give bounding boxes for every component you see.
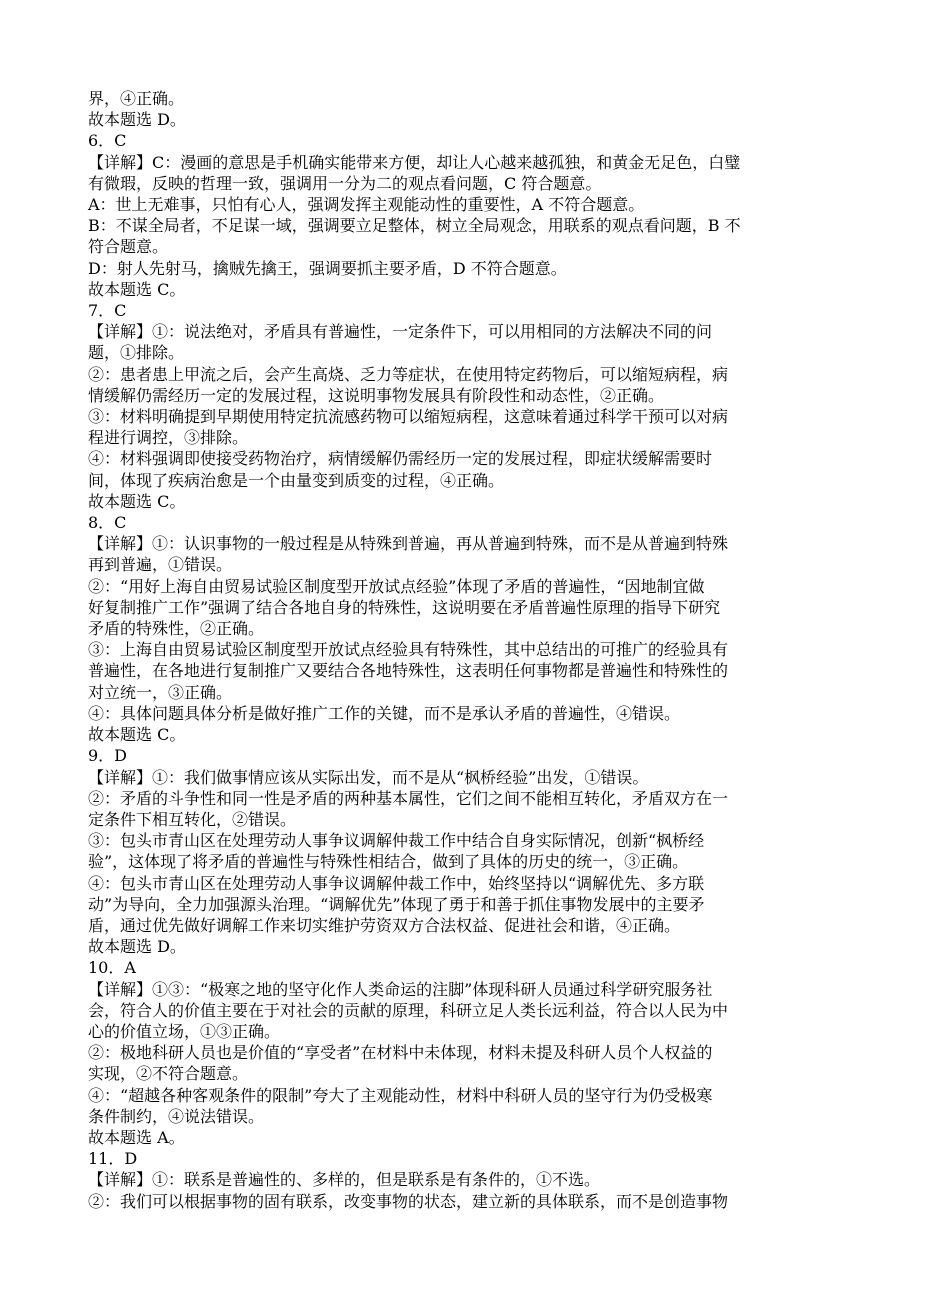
text-line: 故本题选 C。: [88, 491, 186, 511]
text-line: ②：极地科研人员也是价值的“享受者”在材料中未体现，材料未提及科研人员个人权益的: [88, 1043, 713, 1063]
text-line: 【详解】①：联系是普遍性的、多样的，但是联系是有条件的，①不选。: [88, 1170, 601, 1190]
question-number: 11．D: [88, 1149, 138, 1169]
text-line: 动”为导向，全力加强源头治理。“调解优先”体现了勇于和善于抓住事物发展中的主要矛: [88, 894, 705, 914]
text-line: 会，符合人的价值主要在于对社会的贡献的原理，科研立足人类长远利益，符合以人民为中: [88, 1000, 729, 1020]
text-line: A：世上无难事，只怕有心人，强调发挥主观能动性的重要性，A 不符合题意。: [88, 195, 645, 215]
question-number: 8．C: [88, 513, 127, 533]
text-line: 间，体现了疾病治愈是一个由量变到质变的过程，④正确。: [88, 470, 505, 490]
text-line: ③：包头市青山区在处理劳动人事争议调解仲裁工作中结合自身实际情况，创新“枫桥经: [88, 831, 705, 851]
text-line: 验”，这体现了将矛盾的普遍性与特殊性相结合，做到了具体的历史的统一，③正确。: [88, 852, 689, 872]
text-line: 界，④正确。: [88, 89, 185, 108]
text-line: 实现，②不符合题意。: [88, 1064, 249, 1084]
text-line: 题，①排除。: [88, 343, 185, 363]
text-line: 符合题意。: [88, 237, 169, 257]
text-line: ③：上海自由贸易试验区制度型开放试点经验具有特殊性，其中总结出的可推广的经验具有: [88, 640, 729, 660]
text-line: ④：材料强调即使接受药物治疗，病情缓解仍需经历一定的发展过程，即症状缓解需要时: [88, 449, 713, 469]
text-line: 条件制约，④说法错误。: [88, 1106, 265, 1126]
text-line: ②：“用好上海自由贸易试验区制度型开放试点经验”体现了矛盾的普遍性，“因地制宜做: [88, 576, 705, 596]
text-line: 【详解】C：漫画的意思是手机确实能带来方便，却让人心越来越孤独，和黄金无足色，白璧: [88, 152, 741, 172]
text-line: 故本题选 C。: [88, 725, 186, 745]
text-line: 【详解】①：认识事物的一般过程是从特殊到普遍，再从普遍到特殊，而不是从普遍到特殊: [88, 534, 729, 554]
text-line: 定条件下相互转化，②错误。: [88, 809, 297, 829]
text-line: 故本题选 D。: [88, 110, 186, 130]
text-line: 普遍性，在各地进行复制推广又要结合各地特殊性，这表明任何事物都是普遍性和特殊性的: [88, 661, 729, 681]
text-line: B：不谋全局者，不足谋一域，强调要立足整体，树立全局观念，用联系的观点看问题，B 不: [88, 216, 741, 236]
answer-explanation-page: [88, 88, 858, 1212]
text-line: D：射人先射马，擒贼先擒王，强调要抓主要矛盾，D 不符合题意。: [88, 258, 567, 278]
text-line: ②：矛盾的斗争性和同一性是矛盾的两种基本属性，它们之间不能相互转化，矛盾双方在一: [88, 788, 729, 808]
text-line: 有微瑕，反映的哲理一致，强调用一分为二的观点看问题，C 符合题意。: [88, 173, 602, 193]
text-line: ③：材料明确提到早期使用特定抗流感药物可以缩短病程，这意味着通过科学干预可以对病: [88, 407, 729, 427]
question-number: 6．C: [88, 131, 127, 151]
text-line: 故本题选 D。: [88, 937, 186, 957]
text-line: 矛盾的特殊性，②正确。: [88, 619, 265, 639]
text-line: ④：具体问题具体分析是做好推广工作的关键，而不是承认矛盾的普遍性，④错误。: [88, 703, 681, 723]
text-line: 盾，通过优先做好调解工作来切实维护劳资双方合法权益、促进社会和谐，④正确。: [88, 915, 681, 935]
text-line: 再到普遍，①错误。: [88, 555, 233, 575]
text-line: 故本题选 C。: [88, 279, 186, 299]
text-line: 好复制推广工作”强调了结合各地自身的特殊性，这说明要在矛盾普遍性原理的指导下研究: [88, 597, 721, 617]
text-line: ②：我们可以根据事物的固有联系，改变事物的状态，建立新的具体联系，而不是创造事物: [88, 1191, 729, 1211]
text-line: 对立统一，③正确。: [88, 682, 233, 702]
text-line: 情缓解仍需经历一定的发展过程，这说明事物发展具有阶段性和动态性，②正确。: [88, 385, 665, 405]
text-line: ④：包头市青山区在处理劳动人事争议调解仲裁工作中，始终坚持以“调解优先、多方联: [88, 873, 705, 893]
text-line: ②：患者患上甲流之后，会产生高烧、乏力等症状，在使用特定药物后，可以缩短病程，病: [88, 364, 729, 384]
text-line: ④：“超越各种客观条件的限制”夸大了主观能动性，材料中科研人员的坚守行为仍受极寒: [88, 1085, 713, 1105]
text-line: 故本题选 A。: [88, 1127, 185, 1147]
text-line: 【详解】①③：“极寒之地的坚守化作人类命运的注脚”体现科研人员通过科学研究服务社: [88, 979, 713, 999]
text-line: 心的价值立场，①③正确。: [88, 1021, 281, 1041]
text-line: 程进行调控，③排除。: [88, 428, 249, 448]
question-number: 10．A: [88, 958, 136, 978]
question-number: 9．D: [88, 746, 128, 766]
question-number: 7．C: [88, 301, 127, 321]
text-line: 【详解】①：说法绝对，矛盾具有普遍性，一定条件下，可以用相同的方法解决不同的问: [88, 322, 713, 342]
text-line: 【详解】①：我们做事情应该从实际出发，而不是从“枫桥经验”出发，①错误。: [88, 767, 649, 787]
